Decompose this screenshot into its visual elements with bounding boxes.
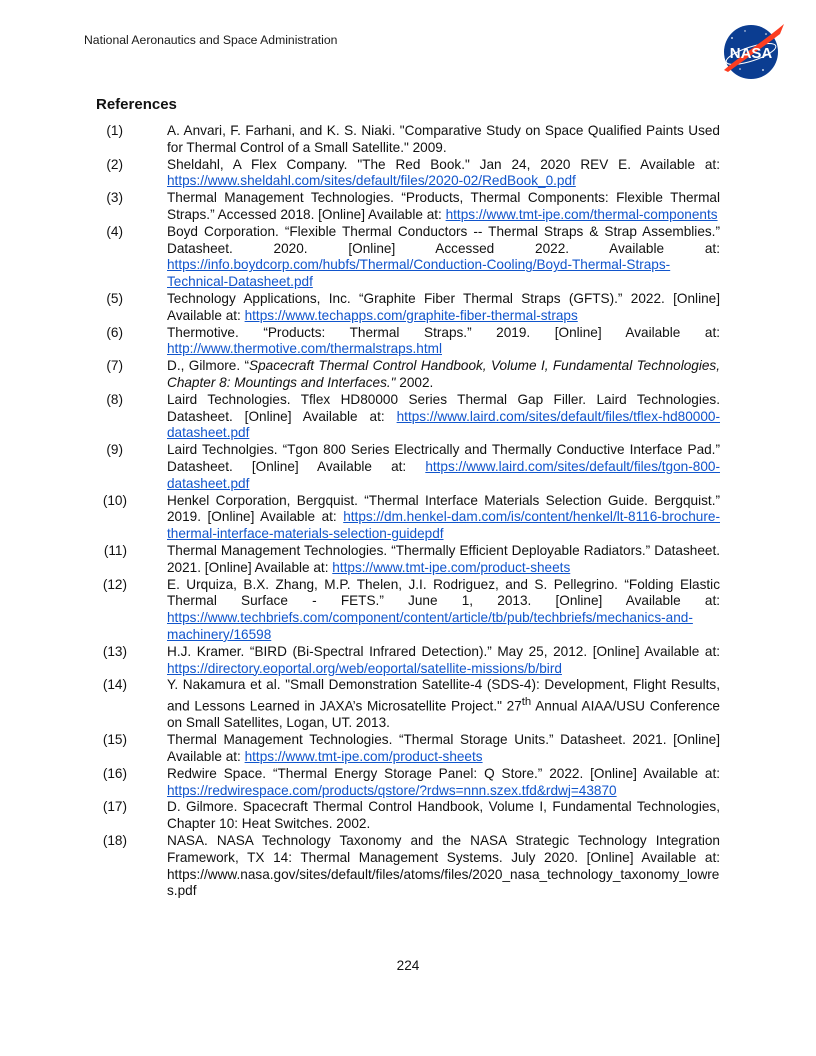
nasa-logo-icon (718, 20, 788, 82)
reference-item (96, 766, 720, 800)
reference-link[interactable]: https://www.laird.com/sites/default/files/tflex-hd80000-datasheet.pdf (167, 408, 720, 441)
nasa-logo-text: NASA (729, 45, 773, 62)
reference-text: D. Gilmore. Spacecraft Thermal Control Handbook, Volume I, Fundamental Technologies, Chapter 10: Heat Switches. 2002. (167, 799, 720, 832)
reference-link[interactable]: https://www.sheldahl.com/sites/default/files/2020-02/RedBook_0.pdf (167, 173, 576, 189)
reference-item (96, 291, 720, 325)
reference-item (96, 543, 720, 577)
reference-link[interactable]: https://www.tmt-ipe.com/product-sheets (244, 749, 483, 765)
reference-item (96, 325, 720, 359)
reference-text: Technology Applications, Inc. “Graphite Fiber Thermal Straps (GFTS).” 2022. [Online] Available at: https://www.techapps.com/graphite-fiber-thermal-straps (167, 290, 720, 323)
reference-italic-title: Spacecraft Thermal Control Handbook, Volume I, Fundamental Technologies, Chapter 8: Mountings and Interfaces." (167, 358, 720, 390)
reference-item (96, 677, 720, 732)
reference-number: (17) (102, 799, 127, 815)
reference-link[interactable]: https://info.boydcorp.com/hubfs/Thermal/Conduction-Cooling/Boyd-Thermal-Straps-Technical-Datasheet.pdf (167, 257, 671, 290)
reference-text: Laird Technologies. Tflex HD80000 Series Thermal Gap Filler. Laird Technologies. Datasheet. [Online] Available at: https://www.laird.com/sites/default/files/tflex-hd80000-datasheet.pdf (167, 391, 720, 441)
reference-number: (7) (106, 358, 123, 374)
reference-item (96, 442, 720, 492)
reference-item (96, 799, 720, 833)
reference-number: (5) (106, 290, 123, 306)
reference-item (96, 392, 720, 442)
reference-text: Thermal Management Technologies. “Products, Thermal Components: Flexible Thermal Straps.” Accessed 2018. [Online] Available at: https://www.tmt-ipe.com/thermal-components (167, 190, 720, 222)
reference-item (96, 190, 720, 224)
reference-number: (2) (106, 156, 123, 172)
reference-item (96, 833, 720, 900)
ordinal-superscript: th (521, 696, 532, 709)
reference-link[interactable]: https://www.techbriefs.com/component/content/article/tb/pub/techbriefs/mechanics-and-machinery/16598 (167, 610, 693, 642)
reference-number: (14) (102, 677, 127, 693)
reference-text: Laird Technolgies. “Tgon 800 Series Electrically and Thermally Conductive Interface Pad.” Datasheet. [Online] Available at: https://www.laird.com/sites/default/files/tgon-800-datasheet.pdf (167, 442, 720, 491)
reference-link[interactable]: https://dm.henkel-dam.com/is/content/henkel/lt-8116-brochure-thermal-interface-materials-selection-guidepdf (167, 509, 720, 542)
reference-item (96, 224, 720, 291)
reference-link[interactable]: https://www.techapps.com/graphite-fiber-thermal-straps (244, 307, 578, 323)
reference-item (96, 644, 720, 678)
reference-item (96, 358, 720, 392)
reference-item (96, 493, 720, 543)
reference-text: Redwire Space. “Thermal Energy Storage Panel: Q Store.” 2022. [Online] Available at: https://redwirespace.com/products/qstore/?rdws=nnn.szex.tfd&rdwj=43870 (167, 765, 720, 798)
reference-item (96, 123, 720, 157)
reference-text: Sheldahl, A Flex Company. "The Red Book." Jan 24, 2020 REV E. Available at: https://www.sheldahl.com/sites/default/files/2020-02/RedBook_0.pdf (167, 156, 720, 189)
reference-link[interactable]: http://www.thermotive.com/thermalstraps.html (167, 341, 442, 357)
reference-link[interactable]: https://www.laird.com/sites/default/files/tgon-800-datasheet.pdf (167, 458, 720, 491)
reference-link[interactable]: https://redwirespace.com/products/qstore/?rdws=nnn.szex.tfd&rdwj=43870 (167, 782, 617, 798)
reference-number: (10) (102, 492, 127, 508)
reference-item (96, 157, 720, 191)
reference-item (96, 577, 720, 644)
reference-number: (3) (106, 190, 123, 206)
reference-text: A. Anvari, F. Farhani, and K. S. Niaki. "Comparative Study on Space Qualified Paints Used for Thermal Control of a Small Satellite." 2009. (167, 123, 720, 155)
page-number: 224 (396, 958, 420, 973)
reference-text: Thermal Management Technologies. “Thermal Storage Units.” Datasheet. 2021. [Online] Available at: https://www.tmt-ipe.com/product-sheets (167, 732, 720, 765)
reference-link[interactable]: https://www.tmt-ipe.com/product-sheets (332, 559, 571, 575)
reference-text: Thermal Management Technologies. “Thermally Efficient Deployable Radiators.” Datasheet. 2021. [Online] Available at: https://www.tmt-ipe.com/product-sheets (167, 542, 720, 575)
reference-text: Thermotive. “Products: Thermal Straps.” 2019. [Online] Available at: http://www.thermotive.com/thermalstraps.html (167, 324, 720, 357)
header-agency-name: National Aeronautics and Space Administration (84, 33, 338, 47)
reference-number: (9) (106, 442, 123, 458)
reference-number: (12) (102, 576, 127, 592)
reference-text: Boyd Corporation. “Flexible Thermal Conductors -- Thermal Straps & Strap Assemblies.” Datasheet. 2020. [Online] Accessed 2022. Available at: https://info.boydcorp.com/hubfs/Thermal/Conduction-Cooling/Boyd-Thermal-Straps-Technical-Datasheet.pdf (167, 223, 720, 290)
reference-text: Henkel Corporation, Bergquist. “Thermal Interface Materials Selection Guide. Bergquist.” 2019. [Online] Available at: https://dm.henkel-dam.com/is/content/henkel/lt-8116-brochure-thermal-interface-materials-selection-guidepdf (167, 492, 720, 542)
reference-number: (6) (106, 324, 123, 340)
reference-number: (1) (106, 123, 123, 138)
reference-number: (4) (106, 223, 123, 239)
reference-link[interactable]: https://www.tmt-ipe.com/thermal-components (445, 206, 718, 222)
reference-number: (11) (103, 542, 127, 558)
reference-text: H.J. Kramer. “BIRD (Bi-Spectral Infrared Detection).” May 25, 2012. [Online] Available at: https://directory.eoportal.org/web/eoportal/satellite-missions/b/bird (167, 643, 720, 676)
reference-number: (15) (102, 732, 127, 748)
reference-list (96, 123, 720, 900)
reference-text: Y. Nakamura et al. "Small Demonstration Satellite-4 (SDS-4): Development, Flight Results, and Lessons Learned in JAXA’s Microsatellite Project." 27th Annual AIAA/USU Conference on Small Satellites, Logan, UT. 2013. (167, 677, 720, 731)
references-heading: References (96, 96, 177, 113)
reference-item (96, 732, 720, 766)
reference-link[interactable]: https://directory.eoportal.org/web/eoportal/satellite-missions/b/bird (167, 660, 562, 676)
reference-text: E. Urquiza, B.X. Zhang, M.P. Thelen, J.I. Rodriguez, and S. Pellegrino. “Folding Elastic Thermal Surface - FETS.” June 1, 2013. [Online] Available at: https://www.techbriefs.com/component/content/article/tb/pub/techbriefs/mechanics-and-machinery/16598 (167, 576, 720, 642)
reference-number: (16) (102, 765, 127, 781)
reference-text: D., Gilmore. “Spacecraft Thermal Control Handbook, Volume I, Fundamental Technologies, Chapter 8: Mountings and Interfaces." 2002. (167, 358, 720, 390)
reference-number: (13) (102, 643, 127, 659)
reference-text: NASA. NASA Technology Taxonomy and the NASA Strategic Technology Integration Framework, TX 14: Thermal Management Systems. July 2020. [Online] Available at: https://www.nasa.gov/sites/default/files/atoms/files/2020_nasa_technology_taxonomy_lowres.pdf (167, 833, 720, 899)
reference-number: (8) (106, 391, 123, 407)
reference-number: (18) (102, 833, 127, 848)
